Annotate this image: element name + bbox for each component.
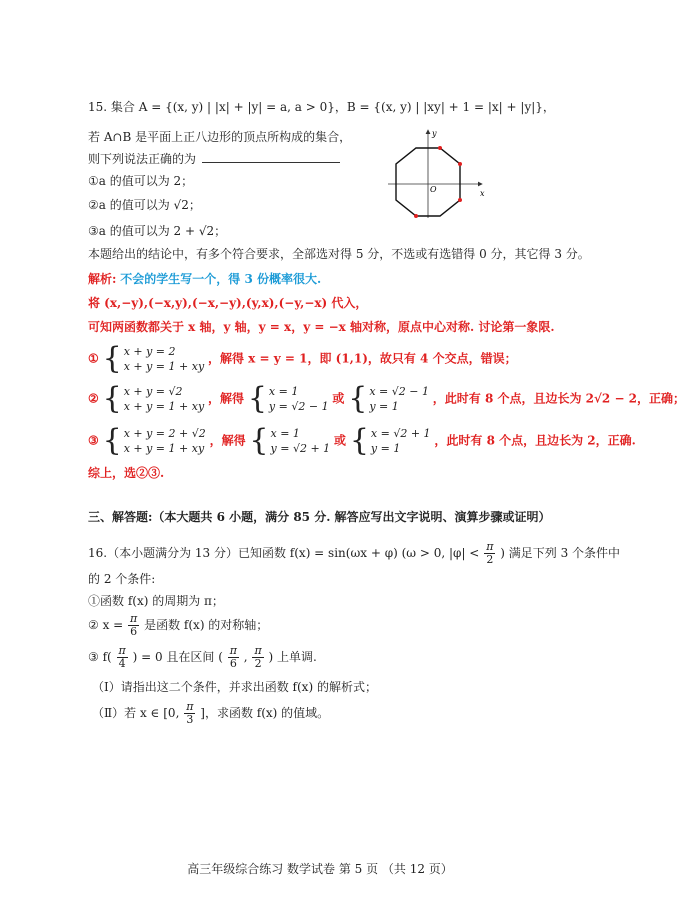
q16-part-2 — [92, 700, 329, 726]
answer-blank — [202, 150, 340, 163]
q16-stem-c: 的 2 个条件: — [88, 572, 156, 586]
q15-condition: 若 A∩B 是平面上正八边形的顶点所构成的集合， — [88, 130, 352, 144]
case-3-solution-a: { x = 1 y = √2 + 1 — [249, 423, 331, 458]
case-1-system: { x + y = 2 x + y = 1 + xy — [102, 341, 205, 376]
fraction-denominator: 2 — [254, 657, 262, 670]
system-row: x = 1 — [270, 427, 300, 440]
case-3-solution-b: { x = √2 + 1 y = 1 — [349, 423, 431, 458]
fraction — [484, 541, 495, 566]
case-3-result: ，此时有 8 个点，且边长为 2，正确. — [434, 433, 636, 448]
q15-case-1 — [88, 341, 517, 376]
fraction-denominator: 2 — [486, 553, 494, 566]
q16-condition-2 — [88, 612, 268, 638]
q15-option-2: ②a 的值可以为 √2； — [88, 198, 201, 212]
system-row: y = 1 — [369, 400, 399, 413]
case-1-result: ，解得 x = y = 1，即 (1,1)，故只有 4 个交点，错误； — [207, 351, 517, 366]
vertex-point — [458, 162, 462, 166]
q16-condition-3 — [88, 644, 317, 670]
fraction-denominator: 3 — [186, 713, 194, 726]
q15-symmetry: 可知两函数都关于 x 轴，y 轴，y = x，y = −x 轴对称，原点中心对称. 讨论第一象限. — [88, 320, 555, 334]
q15-stem: 15. 集合 A = {(x, y) | |x| + |y| = a, a > 0}，B = {(x, y) | |xy| + 1 = |x| + |y|}， — [88, 100, 555, 114]
q16-stem-a: 16.（本小题满分为 13 分）已知函数 f(x) = sin(ωx + φ) (ω > 0, |φ| < — [88, 546, 480, 560]
system-row: x = √2 + 1 — [370, 427, 431, 440]
system-row: y = √2 + 1 — [270, 442, 331, 455]
case-3-system: { x + y = 2 + √2 x + y = 1 + xy — [102, 423, 206, 458]
origin-label: O — [430, 185, 437, 194]
system-row: x + y = 1 + xy — [123, 360, 205, 373]
part2-b: ]，求函数 f(x) 的值域。 — [200, 706, 330, 720]
fraction — [184, 701, 195, 726]
case-2-or: 或 — [332, 391, 345, 406]
q16-part-1: （Ⅰ）请指出这二个条件，并求出函数 f(x) 的解析式； — [92, 680, 377, 694]
cond3-e: ) 上单调. — [268, 650, 317, 664]
fraction — [252, 645, 263, 670]
fraction-denominator: 4 — [118, 657, 126, 670]
vertex-point — [458, 198, 462, 202]
system-row: x + y = √2 — [123, 385, 183, 398]
system-row: x + y = 2 + √2 — [123, 427, 206, 440]
vertex-point — [414, 214, 418, 218]
q15-prompt — [88, 150, 340, 168]
cond3-b: ) = 0 且在区间 ( — [132, 650, 223, 664]
case-2-system: { x + y = √2 x + y = 1 + xy — [102, 381, 205, 416]
fraction-numerator: π — [486, 540, 494, 553]
fraction — [228, 645, 239, 670]
cond2-b: 是函数 f(x) 的对称轴； — [144, 618, 269, 632]
case-3-or: 或 — [333, 433, 346, 448]
system-row: x = 1 — [268, 385, 299, 398]
q15-prompt-text: 则下列说法正确的为 — [88, 152, 197, 166]
system-row: y = √2 − 1 — [268, 400, 329, 413]
case-2-solution-a: { x = 1 y = √2 − 1 — [247, 381, 329, 416]
fraction-denominator: 6 — [130, 625, 138, 638]
q15-option-1: ①a 的值可以为 2； — [88, 174, 194, 188]
fraction — [117, 645, 128, 670]
q15-conclusion: 综上，选②③. — [88, 466, 165, 480]
octagon-figure — [386, 126, 486, 222]
fraction-numerator: π — [229, 644, 237, 657]
fraction-numerator: π — [254, 644, 262, 657]
part2-a: （Ⅱ）若 x ∈ [0, — [92, 706, 180, 720]
fraction — [128, 613, 139, 638]
cond2-a: ② x = — [88, 618, 124, 632]
q15-case-3 — [88, 423, 636, 458]
system-row: x + y = 1 + xy — [123, 400, 205, 413]
fraction-numerator: π — [130, 612, 138, 625]
q15-scoring: 本题给出的结论中，有多个符合要求，全部选对得 5 分，不选或有选错得 0 分，其它得 3 分。 — [88, 247, 590, 261]
q15-analysis — [88, 270, 321, 288]
cond3-c: , — [243, 650, 248, 664]
q16-stem — [88, 540, 620, 566]
system-row: y = 1 — [370, 442, 401, 455]
system-row: x + y = 1 + xy — [123, 442, 205, 455]
fraction-numerator: π — [118, 644, 126, 657]
q15-option-3: ③a 的值可以为 2 + √2； — [88, 224, 227, 238]
case-2-solution-b: { x = √2 − 1 y = 1 — [348, 381, 429, 416]
analysis-label: 解析: — [88, 272, 117, 286]
case-2-solve: ，解得 — [207, 391, 244, 406]
q15-substitute: 将 (x,−y),(−x,y),(−x,−y),(y,x),(−y,−x) 代入， — [88, 296, 368, 310]
page-footer: 高三年级综合练习 数学试卷 第 5 页 （共 12 页） — [187, 862, 453, 876]
q16-stem-b: ) 满足下列 3 个条件中 — [500, 546, 621, 560]
fraction-denominator: 6 — [229, 657, 237, 670]
y-axis-label: y — [432, 129, 437, 138]
cond3-a: ③ f( — [88, 650, 112, 664]
case-3-label: ③ — [88, 433, 99, 448]
case-2-result: ，此时有 8 个点，且边长为 2√2 − 2，正确； — [432, 391, 685, 406]
analysis-text: 不会的学生写一个，得 3 份概率很大. — [120, 272, 322, 286]
case-2-label: ② — [88, 391, 99, 406]
q16-condition-1: ①函数 f(x) 的周期为 π； — [88, 594, 224, 608]
x-axis-label: x — [480, 189, 485, 198]
system-row: x + y = 2 — [123, 345, 176, 358]
section-3-heading: 三、解答题:（本大题共 6 小题，满分 85 分. 解答应写出文字说明、演算步骤或证明） — [88, 510, 551, 524]
case-1-label: ① — [88, 351, 99, 366]
case-3-solve: ，解得 — [209, 433, 246, 448]
vertex-point — [438, 146, 442, 150]
system-row: x = √2 − 1 — [369, 385, 429, 398]
q15-case-2 — [88, 381, 685, 416]
fraction-numerator: π — [186, 700, 194, 713]
